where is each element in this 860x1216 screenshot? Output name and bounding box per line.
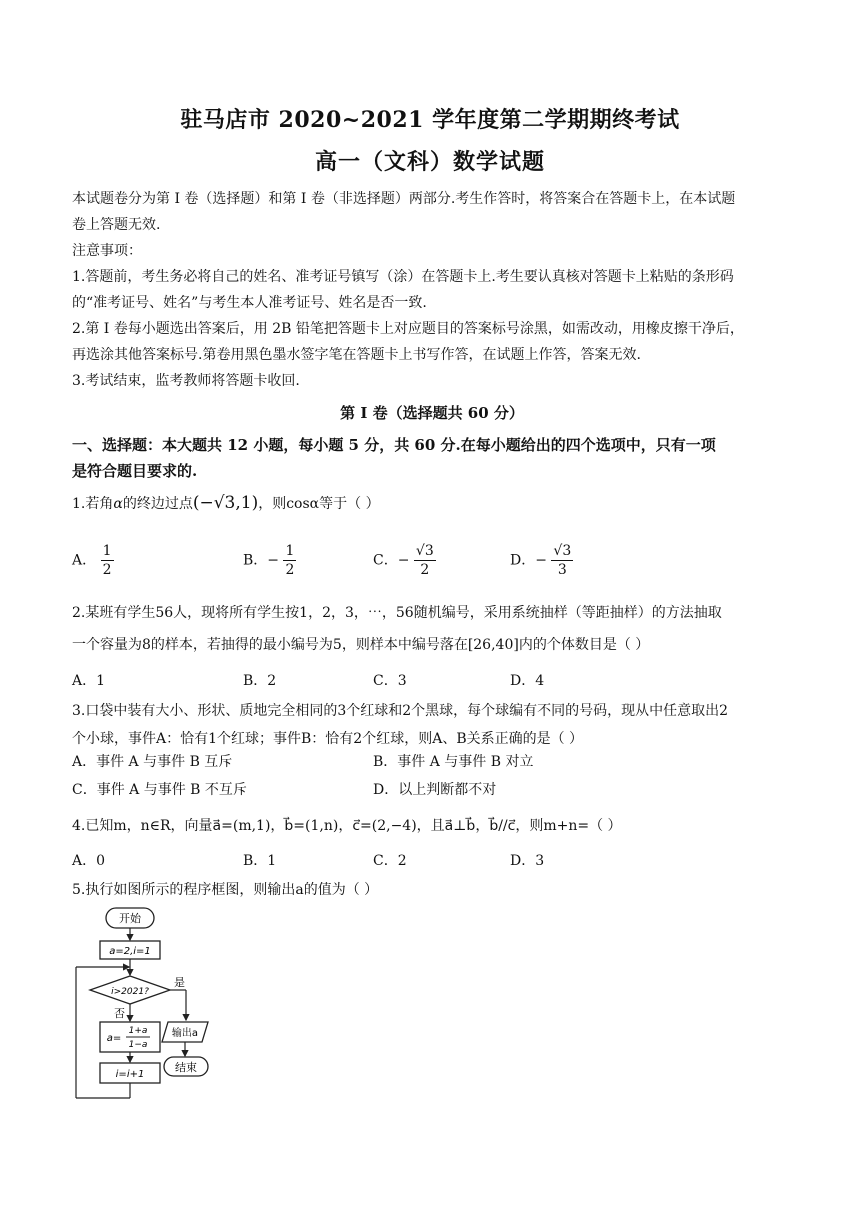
q2-option-a: A．1	[72, 673, 106, 689]
q2-option-c: C．3	[373, 673, 407, 689]
question-4-stem	[72, 813, 792, 839]
q1-stem-part: 等于（ ）	[319, 496, 380, 512]
part1-heading: 第 I 卷（选择题共 60 分）	[340, 404, 524, 422]
q1-option-a	[72, 542, 114, 579]
question-2-stem	[72, 597, 792, 661]
q3-option-c: C．事件 A 与事件 B 不互斥	[72, 782, 247, 798]
q1-alpha: α	[113, 496, 123, 512]
exam-subtitle: 高一（文科）数学试题	[314, 149, 545, 175]
intro-line: 卷上答题无效.	[72, 217, 161, 233]
q2-option-d: D．4	[510, 673, 545, 689]
question-1-stem	[72, 490, 792, 517]
section-line: 一、选择题：本大题共 12 小题，每小题 5 分，共 60 分.在每小题给出的四个选项中，只有一项	[72, 436, 716, 454]
q4-option-d: D．3	[510, 853, 545, 869]
decision-label: i>2021?	[111, 987, 149, 997]
q1-option-b	[243, 542, 296, 579]
no-label: 否	[114, 1007, 125, 1020]
numerator: √3	[415, 543, 434, 559]
q4-option-c: C．2	[373, 853, 407, 869]
assign-denominator: 1−a	[128, 1040, 148, 1050]
notice-item: 2.第 I 卷每小题选出答案后，用 2B 铅笔把答题卡上对应题目的答案标号涂黑，如需改动，用橡皮擦干净后，	[72, 321, 744, 337]
q4-option-a: A．0	[72, 853, 106, 869]
q3-option-b: B．事件 A 与事件 B 对立	[373, 754, 534, 770]
section-line: 是符合题目要求的.	[72, 462, 198, 480]
q2-option-b: B．2	[243, 673, 277, 689]
fraction	[283, 542, 296, 579]
question-3-stem	[72, 697, 792, 753]
option-label: D．−	[510, 552, 547, 569]
numerator: 1	[102, 543, 112, 559]
denominator: 3	[557, 562, 567, 578]
intro-line: 本试题卷分为第 I 卷（选择题）和第 I 卷（非选择题）两部分.考生作答时，将答案合在答题卡上，在本试题	[72, 191, 736, 207]
notice-item: 的“准考证号、姓名”与考生本人准考证号、姓名是否一致.	[72, 295, 427, 311]
intro-block	[72, 186, 792, 394]
q1-cos: cosα	[286, 496, 320, 512]
denominator: 2	[102, 562, 112, 578]
assign-label: a=	[106, 1033, 122, 1044]
output-label: 输出a	[171, 1028, 199, 1039]
denominator: 2	[420, 562, 430, 578]
end-label: 结束	[175, 1061, 197, 1074]
q1-stem-part: 的终边过点	[122, 496, 193, 512]
q3-line: 个小球，事件A：恰有1个红球；事件B：恰有2个红球，则A、B关系正确的是（ ）	[72, 731, 584, 747]
yes-label: 是	[174, 976, 185, 989]
denominator: 2	[285, 562, 295, 578]
q3-line: 3.口袋中装有大小、形状、质地完全相同的3个红球和2个黑球，每个球编有不同的号码，现从中任意取出2	[72, 703, 729, 719]
q1-option-c	[373, 542, 436, 579]
q4-line: 4.已知m，n∈R，向量a⃗=(m,1)，b⃗=(1,n)，c⃗=(2,−4)，且a⃗⊥b⃗，b⃗//c⃗，则m+n=（ ）	[72, 818, 622, 834]
program-flowchart	[62, 900, 242, 1110]
q1-stem-part: ，则	[258, 496, 287, 512]
fraction	[551, 542, 573, 579]
q3-option-a: A．事件 A 与事件 B 互斥	[72, 754, 233, 770]
option-label: A．	[72, 552, 97, 569]
q4-option-b: B．1	[243, 853, 277, 869]
q3-option-d: D．以上判断都不对	[373, 782, 497, 798]
notice-item: 1.答题前，考生务必将自己的姓名、准考证号镇写（涂）在答题卡上.考生要认真核对答题卡上粘贴的条形码	[72, 269, 734, 285]
notice-item: 再选涂其他答案标号.第卷用黑色墨水签字笔在答题卡上书写作答，在试题上作答，答案无效.	[72, 347, 641, 363]
q1-point: (−√3,1)	[192, 493, 259, 513]
option-label: B．−	[243, 552, 280, 569]
q1-stem-part: 1.若角	[72, 496, 114, 512]
q2-line: 一个容量为8的样本，若抽得的最小编号为5，则样本中编号落在[26,40]内的个体数目是（ ）	[72, 637, 650, 653]
q1-option-d	[510, 542, 573, 579]
increment-label: i=i+1	[115, 1069, 145, 1080]
section-heading	[72, 432, 792, 484]
option-label: C．−	[373, 552, 410, 569]
init-label: a=2,i=1	[109, 946, 151, 957]
exam-title: 驻马店市 2020~2021 学年度第二学期期终考试	[180, 107, 680, 133]
numerator: √3	[553, 543, 572, 559]
start-label: 开始	[119, 912, 141, 925]
q2-line: 2.某班有学生56人，现将所有学生按1，2，3，⋯，56随机编号，采用系统抽样（等距抽样）的方法抽取	[72, 605, 722, 621]
notice-item: 3.考试结束，监考教师将答题卡收回.	[72, 373, 300, 389]
fraction	[414, 542, 436, 579]
fraction	[101, 542, 114, 579]
assign-numerator: 1+a	[128, 1026, 148, 1036]
numerator: 1	[285, 543, 295, 559]
notice-heading: 注意事项：	[72, 243, 142, 259]
q5-line: 5.执行如图所示的程序框图，则输出a的值为（ ）	[72, 882, 379, 898]
